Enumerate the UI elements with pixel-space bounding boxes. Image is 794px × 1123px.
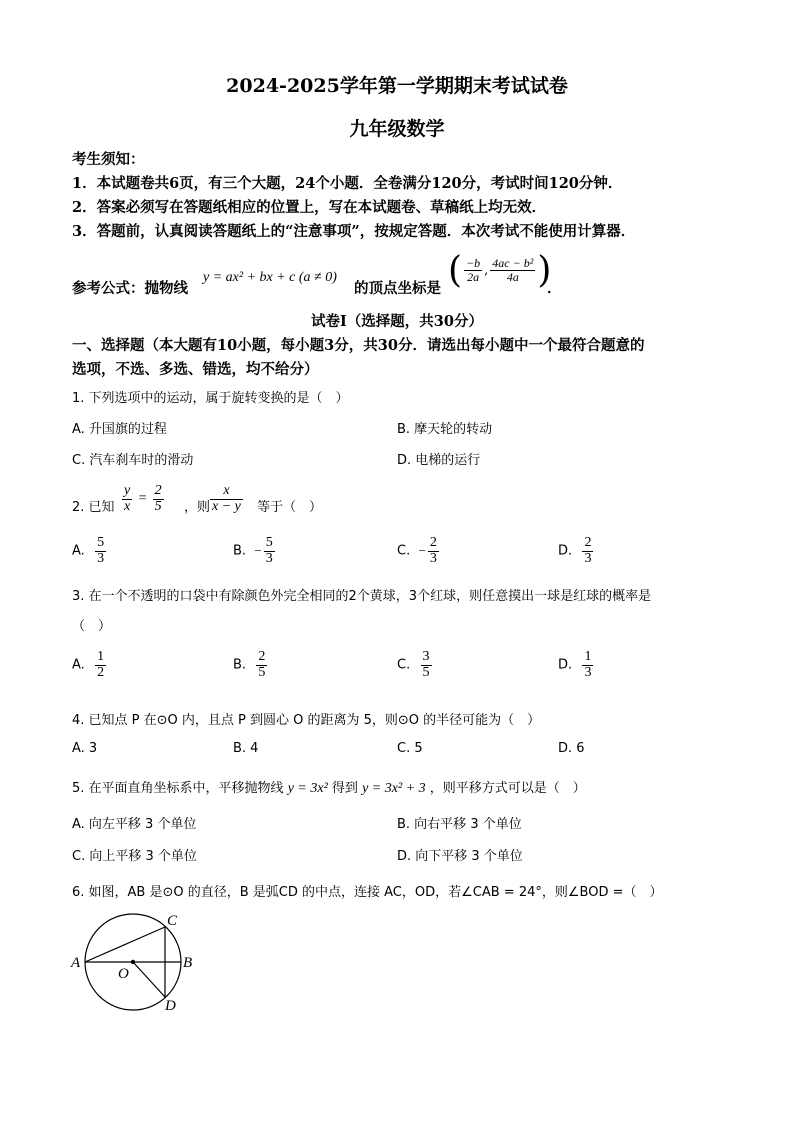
q3-option-a: A. $\frac{1}{2}$ — [72, 649, 105, 680]
q1-option-a: A. 升国旗的过程 — [72, 422, 167, 437]
center-point-o — [131, 960, 135, 964]
label-o: O — [118, 966, 129, 982]
section-line-2: 选项，不选、多选、错选，均不给分） — [72, 361, 319, 378]
notice-item-3: 3．答题前，认真阅读答题纸上的“注意事项”，按规定答题．本次考试不能使用计算器． — [72, 223, 636, 240]
label-d: D — [165, 998, 176, 1013]
part1-heading: 试卷Ⅰ（选择题，共30分） — [311, 313, 483, 330]
q6-circle-figure — [66, 908, 206, 1013]
q5-option-c: C. 向上平移 3 个单位 — [72, 849, 197, 864]
q5-expr-2: y = 3x² + 3 — [362, 781, 426, 796]
q2-suffix: 等于（ ） — [257, 500, 323, 515]
label-a: A — [71, 955, 81, 971]
q2-target-expression: $\frac{x}{x - y}$ — [212, 483, 241, 514]
notice-heading: 考生须知： — [72, 151, 145, 168]
q3-option-d: D. $\frac{1}{3}$ — [558, 649, 592, 680]
label-c: C — [167, 913, 178, 929]
q5-option-b: B. 向右平移 3 个单位 — [397, 817, 522, 832]
q5-suffix: ，则平移方式可以是（ ） — [429, 781, 586, 796]
formula-vertex: ( $\frac{-b}{2a}$ , $\frac{\text{4ac − b²}}{4a}$ ) — [448, 250, 552, 291]
q4-option-c: C. 5 — [397, 741, 423, 756]
formula-suffix: ． — [547, 280, 562, 297]
q2-given-expression: $\frac{y}{x}$ = $\frac{2}{5}$ — [124, 483, 162, 514]
q5-option-a: A. 向左平移 3 个单位 — [72, 817, 197, 832]
formula-middle: 的顶点坐标是 — [354, 280, 441, 297]
q2-option-c: C. − $\frac{2}{3}$ — [397, 535, 437, 566]
q5-option-d: D. 向下平移 3 个单位 — [397, 849, 523, 864]
q2-middle: ，则 — [184, 500, 211, 515]
q2-option-a: A. $\frac{5}{3}$ — [72, 535, 105, 566]
q1-stem: 1. 下列选项中的运动，属于旋转变换的是（ ） — [72, 391, 349, 406]
formula-prefix: 参考公式：抛物线 — [72, 280, 188, 297]
formula-parabola-text: y = ax² + bx + c (a ≠ 0) — [203, 270, 337, 285]
q3-stem-line-1: 3. 在一个不透明的口袋中有除颜色外完全相同的2个黄球，3个红球，则任意摸出一球是红球的概率是 — [72, 589, 652, 604]
q4-stem: 4. 已知点 P 在⊙O 内，且点 P 到圆心 O 的距离为 5，则⊙O 的半径可能为（ ） — [72, 713, 541, 728]
q2-prefix: 2. 已知 — [72, 500, 115, 515]
q4-option-a: A. 3 — [72, 741, 98, 756]
q1-option-c: C. 汽车刹车时的滑动 — [72, 453, 194, 468]
q3-stem-line-2: （ ） — [72, 619, 112, 634]
q2-option-d: D. $\frac{2}{3}$ — [558, 535, 592, 566]
formula-parabola — [203, 270, 337, 286]
q5-expr-1: y = 3x² — [287, 781, 328, 796]
q1-option-b: B. 摩天轮的转动 — [397, 422, 493, 437]
q6-stem: 6. 如图，AB 是⊙O 的直径，B 是弧CD 的中点，连接 AC，OD，若∠CAB = 24°，则∠BOD =（ ） — [72, 885, 663, 900]
exam-subtitle: 九年级数学 — [349, 118, 445, 140]
notice-item-2: 2．答案必须写在答题纸相应的位置上，写在本试题卷、草稿纸上均无效． — [72, 199, 547, 216]
q5-stem — [72, 777, 586, 797]
chord-ac — [85, 927, 165, 962]
q4-option-d: D. 6 — [558, 741, 585, 756]
q2-option-b: B. − $\frac{5}{3}$ — [233, 535, 273, 566]
exam-title: 2024-2025学年第一学期期末考试试卷 — [226, 75, 568, 97]
q5-prefix: 5. 在平面直角坐标系中，平移抛物线 — [72, 781, 284, 796]
q4-option-b: B. 4 — [233, 741, 259, 756]
segment-od — [133, 962, 165, 997]
q3-option-b: B. $\frac{2}{5}$ — [233, 649, 266, 680]
section-line-1: 一、选择题（本大题有10小题，每小题3分，共30分．请选出每小题中一个最符合题意的 — [72, 337, 645, 354]
q3-option-c: C. $\frac{3}{5}$ — [397, 649, 430, 680]
q1-option-d: D. 电梯的运行 — [397, 453, 481, 468]
label-b: B — [183, 955, 193, 971]
q5-middle: 得到 — [331, 781, 358, 796]
notice-item-1: 1．本试题卷共6页，有三个大题，24个小题．全卷满分120分，考试时间120分钟． — [72, 175, 623, 192]
